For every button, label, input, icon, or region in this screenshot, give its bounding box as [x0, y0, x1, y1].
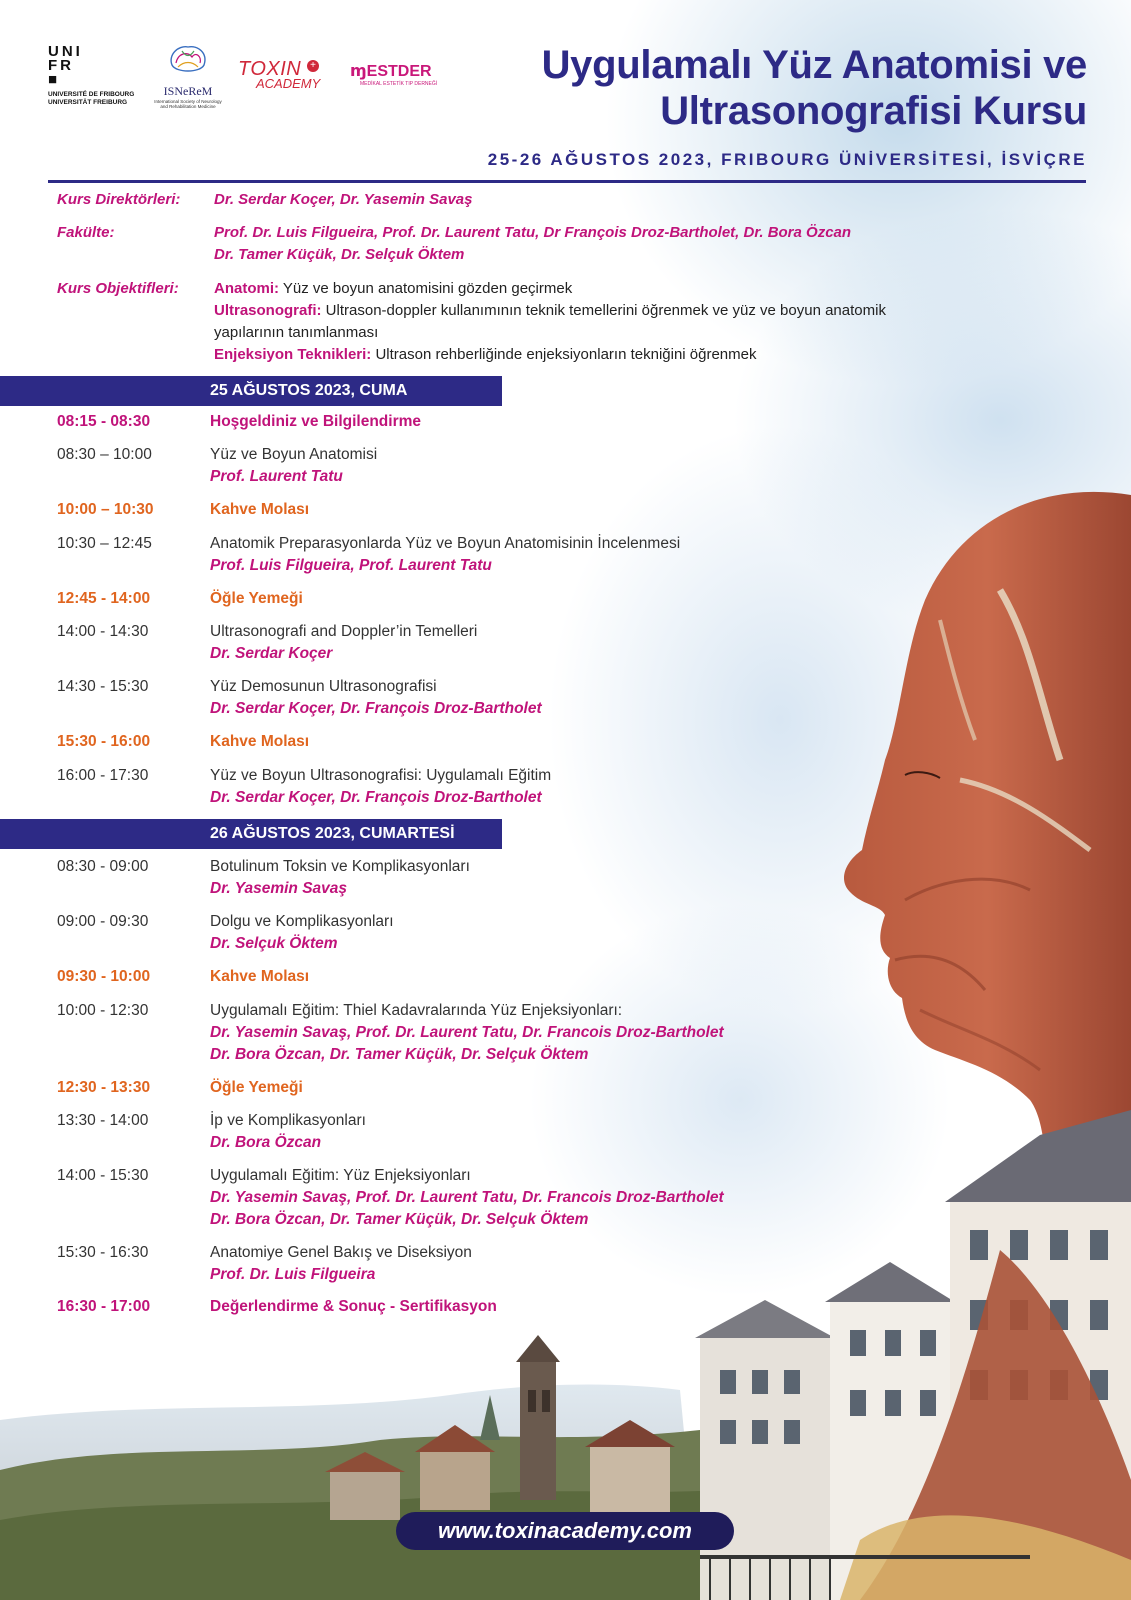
- directors-label: Kurs Direktörleri:: [57, 191, 181, 208]
- event-date-location: 25-26 AĞUSTOS 2023, FRIBOURG ÜNİVERSİTESİ, İSVİÇRE: [487, 150, 1087, 169]
- session-speakers: Dr. Yasemin Savaş, Prof. Dr. Laurent Tatu, Dr. Francois Droz-Bartholet: [210, 1189, 724, 1206]
- session-details: [210, 676, 870, 720]
- page-title: [542, 42, 1087, 134]
- objectives-label: Kurs Objektifleri:: [57, 280, 179, 297]
- title-line2: Ultrasonografisi Kursu: [660, 89, 1087, 133]
- session-time: 14:00 - 14:30: [57, 623, 149, 640]
- session-time: 15:30 - 16:00: [57, 733, 151, 750]
- session-title: Yüz Demosunun Ultrasonografisi: [210, 678, 437, 695]
- unifr-logo: [48, 45, 134, 107]
- session-speakers: Dr. Selçuk Öktem: [210, 935, 338, 952]
- session-time: 12:30 - 13:30: [57, 1079, 151, 1096]
- estder-sub: MEDİKAL ESTETİK TIP DERNEĞİ: [360, 81, 438, 87]
- unifr-line1: UNIVERSITÉ DE FRIBOURG: [48, 91, 135, 98]
- session-title: Ultrasonografi and Doppler’in Temelleri: [210, 623, 478, 640]
- session-title: Öğle Yemeği: [210, 590, 303, 607]
- session-title: Kahve Molası: [210, 968, 310, 985]
- session-title: Dolgu ve Komplikasyonları: [210, 913, 394, 930]
- day1-header: 25 AĞUSTOS 2023, CUMA: [0, 376, 502, 406]
- session-title: Anatomik Preparasyonlarda Yüz ve Boyun Anatomisinin İncelenmesi: [210, 535, 681, 552]
- session-time: 09:30 - 10:00: [57, 968, 151, 985]
- session-speakers: Dr. Yasemin Savaş, Prof. Dr. Laurent Tatu, Dr. Francois Droz-Bartholet: [210, 1024, 724, 1041]
- session-details: [210, 533, 870, 577]
- session-title: İp ve Komplikasyonları: [210, 1112, 366, 1129]
- toxin-sub: ACADEMY: [256, 76, 321, 91]
- plus-icon: +: [307, 60, 319, 72]
- session-speakers: Prof. Laurent Tatu: [210, 468, 343, 485]
- session-time: 16:00 - 17:30: [57, 767, 149, 784]
- session-details: [210, 1165, 870, 1231]
- session-details: [210, 731, 870, 753]
- session-details: [210, 444, 870, 488]
- session-title: Öğle Yemeği: [210, 1079, 303, 1096]
- session-title: Yüz ve Boyun Anatomisi: [210, 446, 378, 463]
- session-time: 09:00 - 09:30: [57, 913, 149, 930]
- session-title: Değerlendirme & Sonuç - Sertifikasyon: [210, 1298, 497, 1315]
- session-speakers: Prof. Luis Filgueira, Prof. Laurent Tatu: [210, 557, 492, 574]
- session-details: [210, 621, 870, 665]
- session-title: Yüz ve Boyun Ultrasonografisi: Uygulamalı Eğitim: [210, 767, 552, 784]
- objective-anatomy: Anatomi: Yüz ve boyun anatomisini gözden geçirmek: [214, 280, 573, 297]
- session-time: 10:00 - 12:30: [57, 1002, 149, 1019]
- session-details: [210, 911, 870, 955]
- session-details: [210, 1296, 870, 1318]
- session-time: 13:30 - 14:00: [57, 1112, 149, 1129]
- faculty-label: Fakülte:: [57, 224, 115, 241]
- session-speakers: Prof. Dr. Luis Filgueira: [210, 1266, 376, 1283]
- estder-swirl-icon: ɱ: [350, 61, 367, 80]
- session-title: Botulinum Toksin ve Komplikasyonları: [210, 858, 470, 875]
- isnerem-subtitle: International Society of Neurology and Rehabilitation Medicine: [154, 99, 222, 109]
- session-speakers: Dr. Bora Özcan, Dr. Tamer Küçük, Dr. Selçuk Öktem: [210, 1046, 589, 1063]
- session-details: [210, 765, 870, 809]
- unifr-line2: UNIVERSITÄT FREIBURG: [48, 99, 128, 106]
- session-speakers: Dr. Bora Özcan: [210, 1134, 322, 1151]
- session-title: Uygulamalı Eğitim: Yüz Enjeksiyonları: [210, 1167, 471, 1184]
- toxin-name: TOXIN: [238, 58, 302, 80]
- faculty-line2: Dr. Tamer Küçük, Dr. Selçuk Öktem: [214, 246, 465, 263]
- day2-header: 26 AĞUSTOS 2023, CUMARTESİ: [0, 819, 502, 849]
- session-title: Hoşgeldiniz ve Bilgilendirme: [210, 413, 422, 430]
- session-details: [210, 856, 870, 900]
- directors-value: Dr. Serdar Koçer, Dr. Yasemin Savaş: [214, 191, 473, 208]
- website-link[interactable]: www.toxinacademy.com: [396, 1512, 734, 1550]
- brain-icon: [166, 43, 210, 77]
- toxin-academy-logo: [238, 60, 320, 90]
- objective-ultrasound-cont: yapılarının tanımlanması: [214, 324, 379, 341]
- session-title: Uygulamalı Eğitim: Thiel Kadavralarında Yüz Enjeksiyonları:: [210, 1002, 623, 1019]
- session-speakers: Dr. Serdar Koçer, Dr. François Droz-Bartholet: [210, 789, 542, 806]
- estder-logo: [350, 62, 437, 87]
- session-speakers: Dr. Serdar Koçer, Dr. François Droz-Bartholet: [210, 700, 542, 717]
- unifr-mark: UNI FR ■: [48, 43, 83, 88]
- isnerem-logo: [150, 43, 226, 109]
- session-time: 12:45 - 14:00: [57, 590, 151, 607]
- session-details: [210, 588, 870, 610]
- isnerem-name: ISNeReM: [163, 84, 213, 98]
- session-time: 10:30 – 12:45: [57, 535, 152, 552]
- session-time: 14:30 - 15:30: [57, 678, 149, 695]
- faculty-line1: Prof. Dr. Luis Filgueira, Prof. Dr. Laurent Tatu, Dr François Droz-Bartholet, Dr. Bora Özcan: [214, 224, 852, 241]
- session-time: 08:30 – 10:00: [57, 446, 152, 463]
- session-time: 10:00 – 10:30: [57, 501, 154, 518]
- session-details: [210, 1000, 870, 1066]
- session-title: Anatomiye Genel Bakış ve Diseksiyon: [210, 1244, 472, 1261]
- objective-ultrasound: Ultrasonografi: Ultrason-doppler kullanımının teknik temellerini öğrenmek ve yüz ve boyun anatomik: [214, 302, 886, 319]
- session-time: 15:30 - 16:30: [57, 1244, 149, 1261]
- header-divider: [48, 180, 1086, 183]
- session-title: Kahve Molası: [210, 501, 310, 518]
- session-time: 08:30 - 09:00: [57, 858, 149, 875]
- session-details: [210, 499, 870, 521]
- title-line1: Uygulamalı Yüz Anatomisi ve: [541, 43, 1087, 87]
- session-time: 14:00 - 15:30: [57, 1167, 149, 1184]
- session-details: [210, 1110, 870, 1154]
- session-speakers: Dr. Yasemin Savaş: [210, 880, 348, 897]
- session-speakers: Dr. Bora Özcan, Dr. Tamer Küçük, Dr. Selçuk Öktem: [210, 1211, 589, 1228]
- session-time: 16:30 - 17:00: [57, 1298, 151, 1315]
- session-details: [210, 1077, 870, 1099]
- session-time: 08:15 - 08:30: [57, 413, 151, 430]
- session-details: [210, 1242, 870, 1286]
- estder-name: ESTDER: [366, 63, 432, 80]
- session-title: Kahve Molası: [210, 733, 310, 750]
- session-details: [210, 966, 870, 988]
- session-speakers: Dr. Serdar Koçer: [210, 645, 333, 662]
- objective-injection: Enjeksiyon Teknikleri: Ultrason rehberliğinde enjeksiyonların tekniğini öğrenmek: [214, 346, 757, 363]
- session-details: [210, 411, 870, 433]
